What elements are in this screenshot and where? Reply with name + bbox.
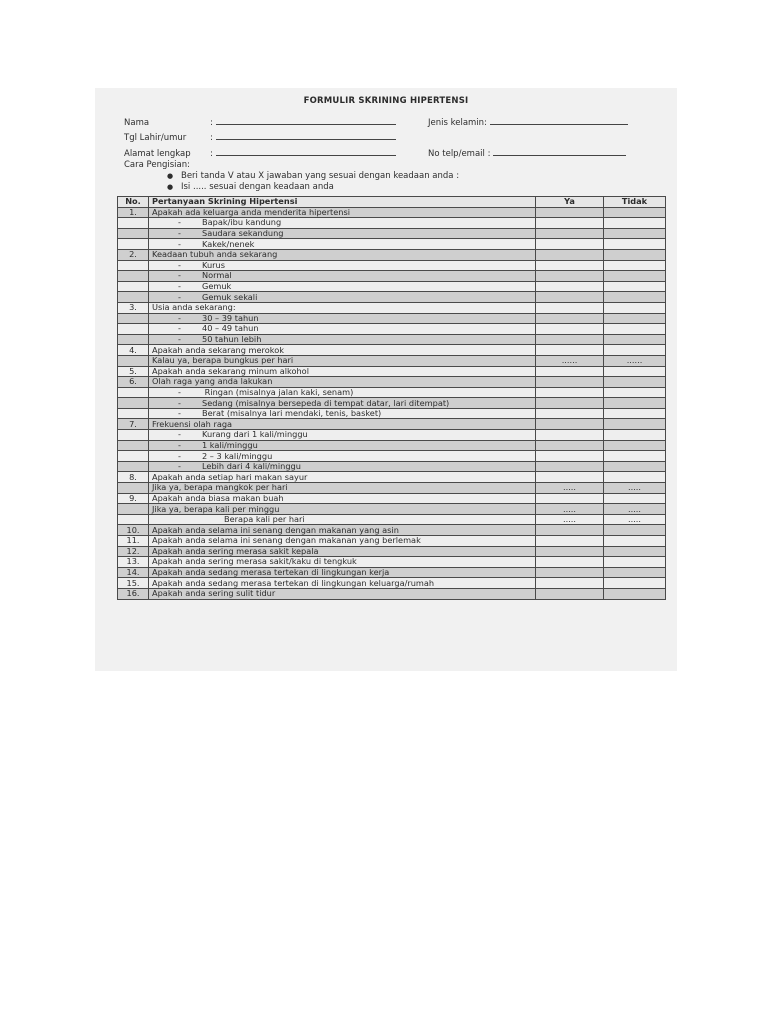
- dash-marker: -: [178, 334, 181, 345]
- answer-ya-cell[interactable]: [536, 578, 604, 589]
- sub-option: [152, 240, 254, 249]
- table-row: [118, 313, 666, 324]
- answer-ya-cell[interactable]: [536, 567, 604, 578]
- answer-ya-cell[interactable]: [536, 451, 604, 462]
- answer-tidak-cell[interactable]: [604, 292, 666, 303]
- table-row: [118, 302, 666, 313]
- answer-tidak-cell[interactable]: [604, 557, 666, 568]
- table-row: [118, 249, 666, 260]
- name-label: Nama: [124, 118, 150, 128]
- table-row: [118, 228, 666, 239]
- option-text: 40 – 49 tahun: [202, 323, 259, 334]
- row-question: [149, 324, 536, 335]
- header-no: No.: [118, 197, 149, 208]
- sub-option: [152, 271, 232, 280]
- row-question: [149, 239, 536, 250]
- row-question: [149, 430, 536, 441]
- row-question: Apakah anda biasa makan buah: [149, 493, 536, 504]
- gender-field: [428, 115, 628, 128]
- answer-tidak-cell[interactable]: [604, 430, 666, 441]
- answer-tidak-cell[interactable]: [604, 313, 666, 324]
- answer-tidak-cell[interactable]: [604, 239, 666, 250]
- answer-ya-cell[interactable]: [536, 207, 604, 218]
- sub-option: [152, 261, 225, 270]
- answer-tidak-cell[interactable]: [604, 451, 666, 462]
- table-row: [118, 557, 666, 568]
- instruction-text: Beri tanda V atau X jawaban yang sesuai dengan keadaan anda :: [181, 171, 460, 181]
- dash-marker: -: [178, 281, 181, 292]
- answer-ya-cell[interactable]: [536, 588, 604, 599]
- dash-marker: -: [178, 450, 181, 461]
- option-text: Lebih dari 4 kali/minggu: [202, 461, 301, 472]
- row-question: [149, 271, 536, 282]
- row-question: [149, 334, 536, 345]
- sub-option: [152, 388, 353, 397]
- answer-tidak-cell[interactable]: [604, 302, 666, 313]
- table-row: [118, 440, 666, 451]
- sub-option: [152, 430, 308, 439]
- table-row: [118, 536, 666, 547]
- answer-tidak-cell[interactable]: [604, 567, 666, 578]
- sub-option: [152, 441, 258, 450]
- row-number: [118, 228, 149, 239]
- sub-option: [152, 293, 257, 302]
- row-question: [149, 387, 536, 398]
- sub-option: [152, 462, 301, 471]
- table-row: [118, 504, 666, 515]
- row-question: Apakah anda sekarang minum alkohol: [149, 366, 536, 377]
- answer-ya-cell[interactable]: [536, 281, 604, 292]
- option-text: Gemuk sekali: [202, 291, 258, 302]
- row-question: Olah raga yang anda lakukan: [149, 377, 536, 388]
- table-row: [118, 345, 666, 356]
- answer-tidak-cell[interactable]: [604, 207, 666, 218]
- row-number: 8.: [118, 472, 149, 483]
- answer-ya-cell[interactable]: [536, 302, 604, 313]
- birthdate-field: [124, 130, 396, 143]
- answer-ya-cell[interactable]: [536, 546, 604, 557]
- answer-ya-cell[interactable]: [536, 366, 604, 377]
- sub-option: [152, 218, 281, 227]
- answer-tidak-cell[interactable]: [604, 525, 666, 536]
- row-number: 12.: [118, 546, 149, 557]
- table-row: [118, 260, 666, 271]
- row-number: [118, 334, 149, 345]
- sub-option: [152, 282, 231, 291]
- answer-ya-cell[interactable]: .....: [536, 483, 604, 494]
- address-line[interactable]: [216, 146, 396, 156]
- address-label: Alamat lengkap: [124, 149, 191, 159]
- row-number: [118, 408, 149, 419]
- name-line[interactable]: [216, 115, 396, 125]
- answer-tidak-cell[interactable]: [604, 387, 666, 398]
- answer-tidak-cell[interactable]: [604, 377, 666, 388]
- answer-tidak-cell[interactable]: .....: [604, 514, 666, 525]
- birthdate-colon: :: [210, 133, 213, 143]
- answer-tidak-cell[interactable]: .....: [604, 504, 666, 515]
- table-header-row: [118, 197, 666, 208]
- phone-email-line[interactable]: [493, 146, 626, 156]
- row-number: 4.: [118, 345, 149, 356]
- answer-tidak-cell[interactable]: [604, 218, 666, 229]
- answer-tidak-cell[interactable]: [604, 472, 666, 483]
- row-number: 6.: [118, 377, 149, 388]
- option-text: Kurang dari 1 kali/minggu: [202, 429, 308, 440]
- row-number: [118, 292, 149, 303]
- option-text: Gemuk: [202, 281, 232, 292]
- name-field: [124, 115, 396, 128]
- instruction-text: Isi ..... sesuai dengan keadaan anda: [181, 182, 334, 192]
- bullet-icon: ●: [167, 183, 174, 191]
- answer-ya-cell[interactable]: [536, 536, 604, 547]
- dash-marker: -: [178, 270, 181, 281]
- answer-tidak-cell[interactable]: [604, 398, 666, 409]
- row-question: Apakah anda sering sulit tidur: [149, 588, 536, 599]
- row-question: Apakah anda sering merasa sakit/kaku di tengkuk: [149, 557, 536, 568]
- answer-tidak-cell[interactable]: [604, 546, 666, 557]
- table-row: [118, 483, 666, 494]
- table-row: [118, 567, 666, 578]
- header-question: Pertanyaan Skrining Hipertensi: [149, 197, 536, 208]
- header-tidak: Tidak: [604, 197, 666, 208]
- row-number: 13.: [118, 557, 149, 568]
- row-question: Apakah anda setiap hari makan sayur: [149, 472, 536, 483]
- table-row: [118, 377, 666, 388]
- row-question: [149, 461, 536, 472]
- answer-tidak-cell[interactable]: [604, 578, 666, 589]
- row-number: [118, 260, 149, 271]
- row-number: [118, 430, 149, 441]
- table-row: [118, 334, 666, 345]
- row-question: Jika ya, berapa mangkok per hari: [149, 483, 536, 494]
- header-ya: Ya: [536, 197, 604, 208]
- gender-line[interactable]: [490, 115, 628, 125]
- answer-ya-cell[interactable]: [536, 345, 604, 356]
- instructions-label: Cara Pengisian:: [124, 160, 190, 170]
- option-text: Kakek/nenek: [202, 238, 255, 249]
- row-question: [149, 292, 536, 303]
- row-number: [118, 504, 149, 515]
- dash-marker: -: [178, 461, 181, 472]
- row-number: 14.: [118, 567, 149, 578]
- answer-ya-cell[interactable]: [536, 313, 604, 324]
- instruction-item: [167, 182, 334, 192]
- answer-ya-cell[interactable]: ......: [536, 355, 604, 366]
- answer-tidak-cell[interactable]: [604, 366, 666, 377]
- sub-option: [152, 314, 259, 323]
- answer-tidak-cell[interactable]: [604, 536, 666, 547]
- answer-ya-cell[interactable]: [536, 271, 604, 282]
- row-number: [118, 387, 149, 398]
- row-question: [149, 281, 536, 292]
- birthdate-label: Tgl Lahir/umur: [124, 133, 187, 143]
- dash-marker: -: [178, 397, 181, 408]
- row-question: Apakah anda selama ini senang dengan makanan yang asin: [149, 525, 536, 536]
- answer-tidak-cell[interactable]: [604, 588, 666, 599]
- row-question: [149, 260, 536, 271]
- answer-tidak-cell[interactable]: [604, 281, 666, 292]
- row-number: 3.: [118, 302, 149, 313]
- answer-ya-cell[interactable]: [536, 334, 604, 345]
- table-row: [118, 281, 666, 292]
- answer-ya-cell[interactable]: [536, 387, 604, 398]
- table-row: [118, 472, 666, 483]
- name-colon: :: [210, 118, 213, 128]
- answer-ya-cell[interactable]: [536, 324, 604, 335]
- row-number: [118, 483, 149, 494]
- row-question: Keadaan tubuh anda sekarang: [149, 249, 536, 260]
- dash-marker: -: [178, 238, 181, 249]
- row-question: [149, 408, 536, 419]
- option-text: 1 kali/minggu: [202, 440, 258, 450]
- answer-ya-cell[interactable]: [536, 525, 604, 536]
- answer-ya-cell[interactable]: .....: [536, 504, 604, 515]
- instruction-item: [167, 171, 459, 181]
- row-number: 5.: [118, 366, 149, 377]
- option-text: Berapa kali per hari: [224, 514, 305, 525]
- answer-tidak-cell[interactable]: [604, 260, 666, 271]
- scanned-form: [95, 88, 677, 671]
- row-number: 1.: [118, 207, 149, 218]
- answer-tidak-cell[interactable]: [604, 440, 666, 451]
- answer-ya-cell[interactable]: [536, 398, 604, 409]
- row-question: Apakah anda sekarang merokok: [149, 345, 536, 356]
- row-question: [149, 313, 536, 324]
- option-text: 50 tahun lebih: [202, 334, 262, 345]
- row-question: [149, 514, 536, 525]
- table-row: [118, 514, 666, 525]
- row-question: [149, 228, 536, 239]
- table-row: [118, 461, 666, 472]
- row-number: [118, 281, 149, 292]
- row-number: [118, 514, 149, 525]
- table-body: [118, 207, 666, 599]
- phone-email-label: No telp/email :: [428, 149, 491, 159]
- answer-tidak-cell[interactable]: [604, 334, 666, 345]
- sub-option: [152, 229, 283, 238]
- answer-ya-cell[interactable]: [536, 408, 604, 419]
- table-row: [118, 292, 666, 303]
- table-row: [118, 239, 666, 250]
- option-text: 30 – 39 tahun: [202, 313, 259, 323]
- dash-marker: -: [178, 387, 181, 397]
- row-question: Frekuensi olah raga: [149, 419, 536, 430]
- table-row: [118, 218, 666, 229]
- row-question: Apakah anda sedang merasa tertekan di lingkungan kerja: [149, 567, 536, 578]
- row-question: [149, 451, 536, 462]
- answer-tidak-cell[interactable]: [604, 493, 666, 504]
- answer-ya-cell[interactable]: [536, 557, 604, 568]
- row-question: Apakah anda sedang merasa tertekan di lingkungan keluarga/rumah: [149, 578, 536, 589]
- row-question: Apakah anda selama ini senang dengan makanan yang berlemak: [149, 536, 536, 547]
- table-row: [118, 271, 666, 282]
- answer-tidak-cell[interactable]: [604, 324, 666, 335]
- table-row: [118, 588, 666, 599]
- row-question: Usia anda sekarang:: [149, 302, 536, 313]
- dash-marker: -: [178, 260, 181, 270]
- option-text: Saudara sekandung: [202, 228, 284, 239]
- dash-marker: -: [178, 228, 181, 239]
- dash-marker: -: [178, 291, 181, 302]
- answer-ya-cell[interactable]: [536, 228, 604, 239]
- table-row: [118, 408, 666, 419]
- row-number: 9.: [118, 493, 149, 504]
- row-number: 7.: [118, 419, 149, 430]
- table-row: [118, 366, 666, 377]
- sub-option: [152, 409, 381, 418]
- row-question: [149, 218, 536, 229]
- answer-tidak-cell[interactable]: [604, 271, 666, 282]
- screening-table: [117, 196, 666, 600]
- dash-marker: -: [178, 217, 181, 228]
- answer-tidak-cell[interactable]: [604, 419, 666, 430]
- address-colon: :: [210, 149, 213, 159]
- answer-ya-cell[interactable]: [536, 292, 604, 303]
- answer-ya-cell[interactable]: [536, 249, 604, 260]
- row-number: 15.: [118, 578, 149, 589]
- row-number: 11.: [118, 536, 149, 547]
- answer-tidak-cell[interactable]: [604, 228, 666, 239]
- answer-tidak-cell[interactable]: [604, 345, 666, 356]
- answer-tidak-cell[interactable]: ......: [604, 355, 666, 366]
- row-number: [118, 398, 149, 409]
- gender-label: Jenis kelamin:: [428, 118, 487, 128]
- option-text: Bapak/ibu kandung: [202, 217, 282, 228]
- option-text: Sedang (misalnya bersepeda di tempat datar, lari ditempat): [202, 397, 450, 408]
- row-number: 10.: [118, 525, 149, 536]
- answer-ya-cell[interactable]: [536, 218, 604, 229]
- row-question: [149, 398, 536, 409]
- answer-tidak-cell[interactable]: .....: [604, 483, 666, 494]
- answer-tidak-cell[interactable]: [604, 408, 666, 419]
- table-row: [118, 430, 666, 441]
- row-question: [149, 440, 536, 451]
- row-number: [118, 355, 149, 366]
- row-question: Apakah ada keluarga anda menderita hipertensi: [149, 207, 536, 218]
- table-row: [118, 451, 666, 462]
- dash-marker: -: [178, 440, 181, 450]
- answer-ya-cell[interactable]: [536, 461, 604, 472]
- sub-option: [152, 324, 259, 333]
- address-field: [124, 146, 396, 159]
- table-row: [118, 493, 666, 504]
- answer-ya-cell[interactable]: [536, 239, 604, 250]
- answer-ya-cell[interactable]: [536, 493, 604, 504]
- phone-email-field: [428, 146, 626, 159]
- row-number: 16.: [118, 588, 149, 599]
- sub-option: [152, 399, 449, 408]
- sub-option: [152, 452, 272, 461]
- row-question: Jika ya, berapa kali per minggu: [149, 504, 536, 515]
- row-number: [118, 324, 149, 335]
- answer-tidak-cell[interactable]: [604, 461, 666, 472]
- option-text: 2 – 3 kali/minggu: [202, 450, 273, 461]
- answer-ya-cell[interactable]: [536, 419, 604, 430]
- row-number: [118, 313, 149, 324]
- option-text: Kurus: [202, 260, 225, 270]
- row-question: Apakah anda sering merasa sakit kepala: [149, 546, 536, 557]
- table-row: [118, 207, 666, 218]
- answer-ya-cell[interactable]: [536, 377, 604, 388]
- option-text: Ringan (misalnya jalan kaki, senam): [202, 387, 354, 397]
- row-number: [118, 239, 149, 250]
- option-text: Berat (misalnya lari mendaki, tenis, basket): [202, 408, 382, 419]
- row-number: [118, 461, 149, 472]
- table-row: [118, 578, 666, 589]
- answer-ya-cell[interactable]: [536, 472, 604, 483]
- table-row: [118, 324, 666, 335]
- answer-ya-cell[interactable]: [536, 260, 604, 271]
- table-row: [118, 525, 666, 536]
- dash-marker: -: [178, 429, 181, 440]
- table-row: [118, 398, 666, 409]
- table-row: [118, 546, 666, 557]
- table-row: [118, 387, 666, 398]
- row-number: [118, 218, 149, 229]
- answer-ya-cell[interactable]: [536, 440, 604, 451]
- dash-marker: -: [178, 323, 181, 334]
- bullet-icon: ●: [167, 172, 174, 180]
- row-number: [118, 271, 149, 282]
- answer-ya-cell[interactable]: .....: [536, 514, 604, 525]
- option-text: Normal: [202, 270, 232, 281]
- form-title: FORMULIR SKRINING HIPERTENSI: [303, 96, 469, 106]
- table-row: [118, 419, 666, 430]
- row-number: [118, 440, 149, 451]
- sub-option: [152, 335, 261, 344]
- answer-tidak-cell[interactable]: [604, 249, 666, 260]
- table-row: [118, 355, 666, 366]
- dash-marker: -: [178, 313, 181, 323]
- birthdate-line[interactable]: [216, 130, 396, 140]
- row-number: [118, 451, 149, 462]
- answer-ya-cell[interactable]: [536, 430, 604, 441]
- row-question: Kalau ya, berapa bungkus per hari: [149, 355, 536, 366]
- dash-marker: -: [178, 408, 181, 419]
- row-number: 2.: [118, 249, 149, 260]
